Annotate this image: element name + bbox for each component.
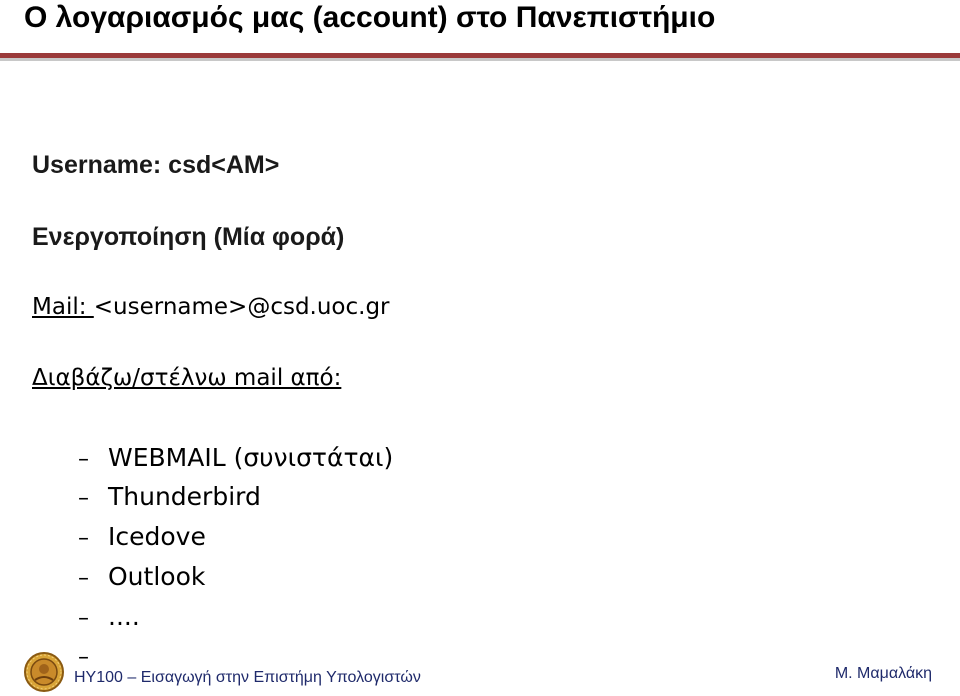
mail-line [32, 292, 390, 322]
list-item [78, 483, 261, 513]
bullet-dash: – [78, 645, 89, 670]
list-item-label: WEBMAIL (συνιστάται) [108, 443, 394, 472]
bullet-dash: – [78, 526, 89, 551]
list-item-label: Icedove [108, 522, 206, 551]
read-send-line: Διαβάζω/στέλνω mail από: [32, 365, 342, 391]
bullet-dash: – [78, 447, 89, 472]
list-item [78, 563, 205, 593]
university-seal-icon [22, 652, 66, 692]
mail-label: Mail: [32, 294, 94, 320]
slide-title: Ο λογαριασμός μας (account) στο Πανεπιστήμιο [24, 1, 716, 34]
list-item [78, 444, 393, 474]
title-divider-shadow [0, 58, 960, 61]
mail-address: <username>@csd.uoc.gr [93, 294, 390, 320]
bullet-dash: – [78, 566, 89, 591]
list-item-label: Outlook [108, 562, 206, 591]
footer-course-title: ΗΥ100 – Εισαγωγή στην Επιστήμη Υπολογιστών [74, 669, 421, 686]
activation-line: Ενεργοποίηση (Μία φορά) [32, 223, 345, 251]
list-item-label: Thunderbird [108, 482, 261, 511]
username-line: Username: csd<AM> [32, 151, 280, 179]
footer-author: Μ. Μαμαλάκη [834, 665, 932, 682]
list-item [78, 523, 206, 553]
list-item-label: .... [108, 602, 140, 631]
bullet-dash: – [78, 606, 89, 631]
bullet-dash: – [78, 486, 89, 511]
list-item [78, 603, 140, 633]
